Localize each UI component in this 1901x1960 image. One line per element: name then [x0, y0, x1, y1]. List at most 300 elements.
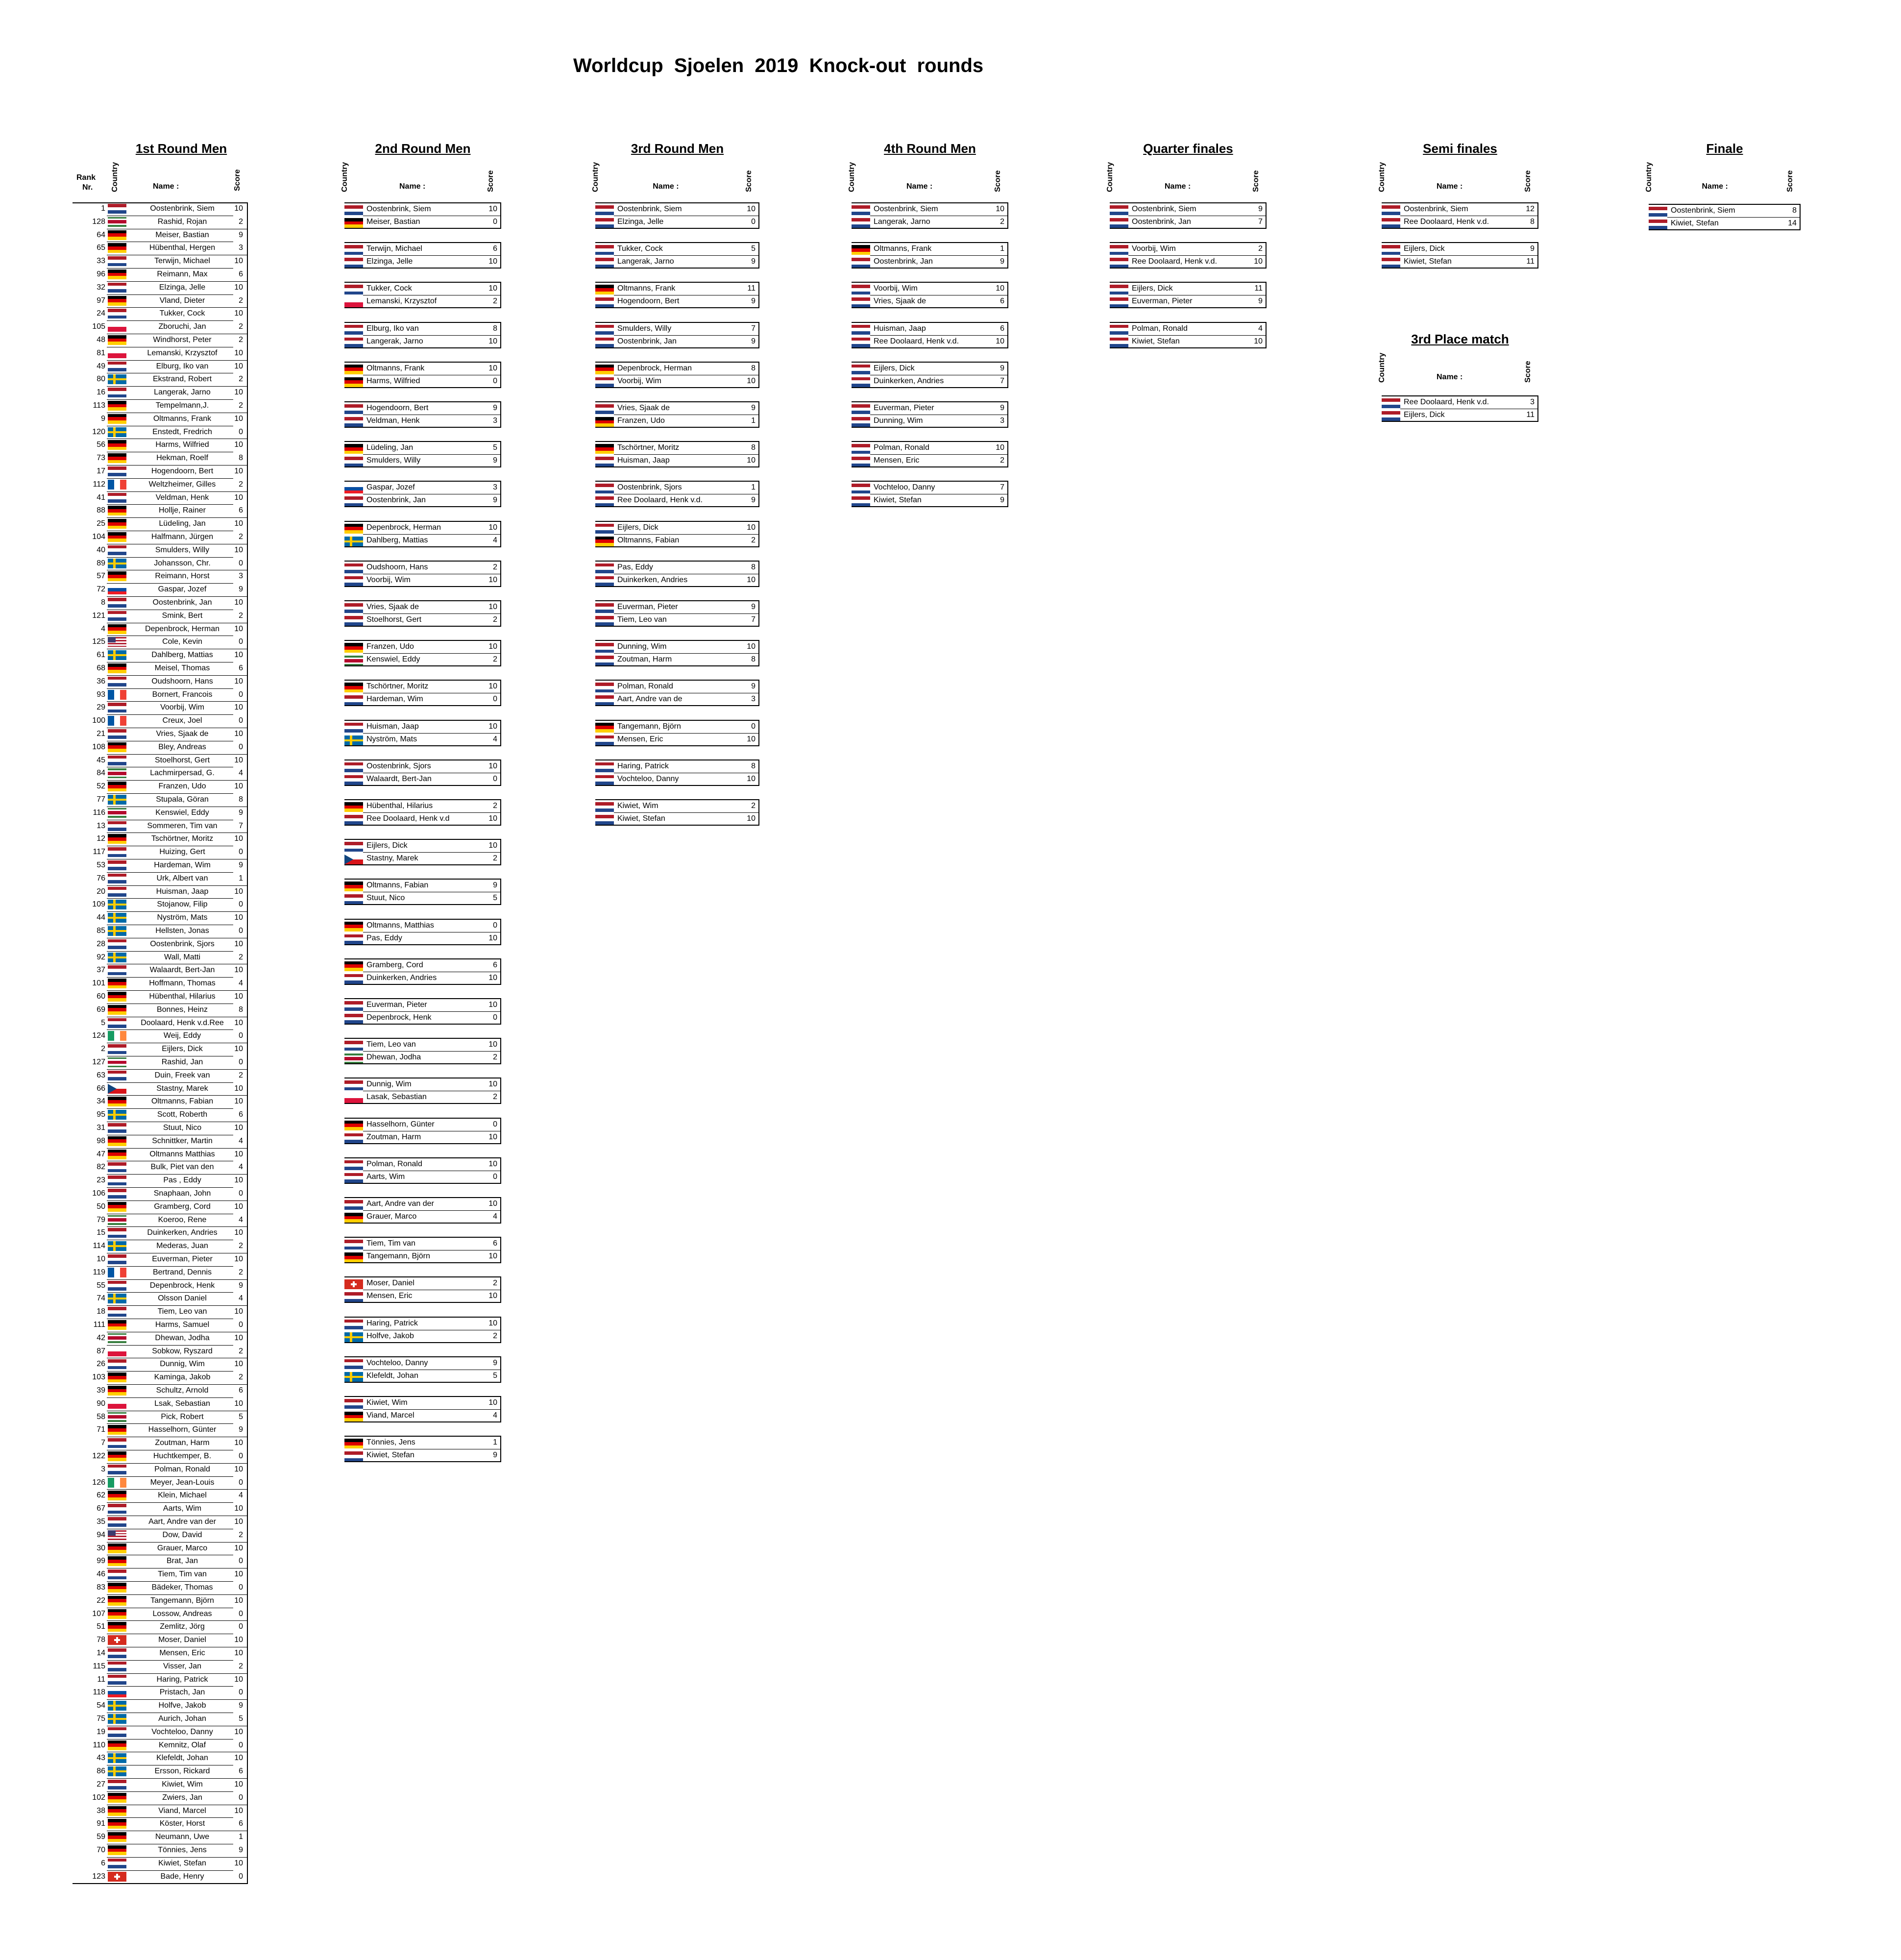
flag-ger-icon [108, 1556, 126, 1566]
rank-number: 41 [97, 493, 105, 502]
player-score: 0 [239, 690, 243, 699]
flag-ned-icon [108, 1281, 126, 1291]
player-score: 8 [751, 364, 756, 372]
player-name: Aart, Andre van der [366, 1200, 434, 1208]
player-name: Lüdeling, Jan [366, 443, 414, 452]
table-row [73, 977, 248, 990]
round3-match [595, 282, 759, 308]
player-name: Vochteloo, Danny [151, 1727, 213, 1736]
player-score: 10 [488, 682, 497, 691]
flag-ned-icon [108, 729, 126, 739]
rank-number: 111 [93, 1321, 105, 1329]
rank-number: 106 [92, 1189, 105, 1198]
player-name: Moser, Daniel [158, 1636, 206, 1644]
player-score: 0 [239, 1452, 243, 1460]
row-divider [107, 1870, 233, 1871]
flag-ger-icon [108, 506, 126, 515]
match-divider [614, 653, 758, 654]
player-name: Huisman, Jaap [874, 324, 926, 333]
player-name: Reimann, Horst [155, 572, 210, 581]
player-score: 10 [234, 1636, 243, 1644]
player-name: Stuut, Nico [366, 894, 405, 903]
player-name: Oostenbrink, Siem [874, 205, 938, 213]
rank-number: 57 [97, 572, 105, 581]
table-row [73, 1608, 248, 1621]
table-row [73, 898, 248, 911]
table-row [73, 268, 248, 281]
player-name: Vries, Sjaak de [617, 404, 670, 412]
player-name: Oostenbrink, Jan [617, 337, 677, 345]
flag-ger-icon [108, 1845, 126, 1855]
table-row [73, 1450, 248, 1463]
player-name: Smulders, Willy [155, 545, 210, 554]
player-name: Schnittker, Martin [152, 1136, 213, 1145]
score-header: Score [1524, 170, 1532, 192]
flag-ned-icon [1382, 218, 1400, 228]
round3-match [595, 481, 759, 507]
player-score: 3 [1530, 398, 1535, 406]
player-score: 0 [493, 1120, 497, 1128]
player-name: Gaspar, Jozef [366, 483, 415, 492]
player-score: 8 [493, 324, 497, 333]
player-score: 2 [493, 297, 497, 306]
player-score: 10 [747, 735, 756, 743]
match-divider [363, 733, 500, 734]
player-score: 10 [1254, 257, 1263, 266]
flag-ned-icon [852, 258, 870, 268]
player-name: Haring, Patrick [156, 1675, 208, 1684]
player-name: Dhewan, Jodha [366, 1053, 421, 1062]
player-score: 10 [488, 284, 497, 293]
flag-ned-icon [108, 611, 126, 621]
table-row [73, 426, 248, 439]
rank-number: 96 [97, 270, 105, 278]
player-name: Windhorst, Peter [153, 336, 212, 344]
player-score: 9 [1000, 257, 1004, 266]
match-divider [363, 1051, 500, 1052]
row-divider [107, 1660, 233, 1661]
round3-match [595, 799, 759, 826]
player-score: 5 [751, 245, 756, 253]
player-name: Brat, Jan [166, 1557, 198, 1566]
player-score: 2 [1000, 456, 1004, 465]
player-name: Weij, Eddy [163, 1031, 201, 1040]
player-score: 9 [1530, 245, 1535, 253]
player-score: 10 [234, 1675, 243, 1684]
player-name: Aart, Andre van der [148, 1518, 216, 1526]
flag-ned-icon [1110, 325, 1128, 335]
rank-number: 7 [101, 1439, 105, 1447]
rank-number: 59 [97, 1833, 105, 1841]
player-score: 11 [1526, 257, 1535, 266]
flag-ned-icon [852, 377, 870, 387]
rank-number: 28 [97, 939, 105, 948]
player-score: 7 [751, 615, 756, 624]
flag-ger-icon [108, 1372, 126, 1382]
player-name: Halfmann, Jürgen [151, 533, 214, 541]
quarter-match [1110, 202, 1267, 229]
player-name: Olsson Daniel [158, 1294, 207, 1303]
player-score: 10 [234, 1727, 243, 1736]
player-name: Mederas, Juan [156, 1242, 208, 1250]
flag-ger-icon [344, 961, 363, 971]
row-divider [107, 504, 233, 505]
player-score: 4 [493, 1212, 497, 1221]
round3-match [595, 521, 759, 547]
player-score: 0 [239, 1872, 243, 1881]
round2-match [344, 561, 501, 587]
table-row [73, 1411, 248, 1424]
player-score: 6 [239, 1386, 243, 1395]
quarter-match [1110, 322, 1267, 348]
player-score: 9 [493, 1451, 497, 1460]
table-row [73, 1581, 248, 1594]
rank-number: 72 [97, 585, 105, 594]
player-score: 9 [239, 1846, 243, 1854]
player-name: Huisman, Jaap [617, 456, 670, 465]
flag-ger-icon [108, 834, 126, 844]
rank-number: 115 [93, 1662, 105, 1670]
flag-ned-icon [108, 1859, 126, 1868]
player-name: Depenbrock, Herman [366, 523, 441, 532]
player-score: 10 [234, 703, 243, 712]
rank-number: 14 [97, 1649, 105, 1657]
match-divider [870, 255, 1007, 256]
table-row [73, 872, 248, 885]
flag-ger-icon [108, 414, 126, 424]
flag-ned-icon [108, 1018, 126, 1028]
rank-number: 47 [97, 1150, 105, 1158]
table-row [73, 544, 248, 557]
round3-match [595, 242, 759, 269]
flag-ned-icon [344, 1001, 363, 1011]
rank-number: 119 [93, 1268, 105, 1276]
player-score: 2 [239, 1347, 243, 1355]
flag-ger-icon [108, 453, 126, 463]
player-name: Polman, Ronald [366, 1159, 422, 1168]
player-score: 1 [751, 483, 756, 492]
round2-match [344, 1237, 501, 1263]
flag-ned-icon [108, 1727, 126, 1737]
table-row [73, 1069, 248, 1082]
name-header: Name : [1165, 182, 1191, 191]
flag-ned-icon [108, 887, 126, 897]
rank-number: 80 [97, 375, 105, 384]
player-score: 9 [1000, 404, 1004, 412]
player-name: Vochteloo, Danny [366, 1358, 428, 1367]
flag-ger-icon [108, 335, 126, 345]
table-row [73, 1686, 248, 1699]
rank-number: 103 [92, 1373, 105, 1382]
row-divider [107, 701, 248, 702]
player-name: Scott, Roberth [157, 1110, 208, 1119]
flag-ned-icon [108, 256, 126, 266]
player-score: 0 [239, 1557, 243, 1566]
row-divider [107, 386, 248, 387]
player-score: 4 [493, 1411, 497, 1420]
flag-ned-icon [344, 974, 363, 984]
player-name: Voorbij, Wim [874, 284, 918, 293]
flag-ger-icon [344, 444, 363, 454]
flag-swe-icon [108, 559, 126, 568]
country-header: Country [1645, 162, 1653, 192]
player-score: 9 [1000, 496, 1004, 505]
flag-ned-icon [1649, 207, 1667, 217]
table-row [73, 1660, 248, 1673]
flag-ger-icon [344, 1439, 363, 1448]
player-score: 10 [234, 388, 243, 397]
row-divider [107, 793, 233, 794]
player-name: Lüdeling, Jan [159, 519, 206, 528]
match-divider [1128, 255, 1266, 256]
table-row [73, 1857, 248, 1870]
player-name: Hübenthal, Hilarius [366, 802, 433, 810]
table-row [73, 820, 248, 833]
row-divider [107, 675, 248, 676]
rank-number: 40 [97, 545, 105, 554]
table-row [73, 951, 248, 964]
round2-title: 2nd Round Men [375, 141, 471, 156]
rank-number: 18 [97, 1307, 105, 1316]
flag-svk-icon [108, 585, 126, 594]
player-score: 9 [493, 1358, 497, 1367]
rank-number: 45 [97, 756, 105, 764]
player-score: 0 [493, 774, 497, 783]
player-score: 10 [234, 309, 243, 318]
score-header: Score [487, 170, 495, 192]
row-divider [107, 399, 233, 400]
rank-number: 126 [92, 1478, 105, 1487]
flag-ger-icon [108, 1832, 126, 1842]
player-score: 10 [488, 603, 497, 611]
player-name: Tangemann, Björn [150, 1596, 214, 1605]
flag-swe-icon [108, 1766, 126, 1776]
player-score: 10 [488, 1001, 497, 1009]
rank-number: 86 [97, 1767, 105, 1776]
round4-match [852, 362, 1008, 388]
round4-match [852, 282, 1008, 308]
player-score: 0 [493, 376, 497, 385]
player-score: 10 [234, 887, 243, 896]
row-divider [107, 1739, 233, 1740]
row-divider [107, 1502, 233, 1503]
match-divider [614, 335, 758, 336]
player-name: Aarts, Wim [366, 1172, 405, 1181]
round4-match [852, 441, 1008, 467]
row-divider [107, 1397, 233, 1398]
row-divider [107, 1069, 248, 1070]
flag-swe-icon [108, 913, 126, 923]
rank-number: 52 [97, 782, 105, 791]
player-score: 2 [239, 1071, 243, 1079]
table-row [73, 1765, 248, 1778]
player-score: 0 [493, 695, 497, 704]
player-name: Euverman, Pieter [1132, 297, 1193, 306]
name-header: Name : [1437, 373, 1463, 381]
table-row [73, 728, 248, 741]
player-score: 9 [751, 257, 756, 266]
player-name: Elzinga, Jelle [366, 257, 413, 266]
table-row [73, 399, 248, 413]
table-row [73, 1371, 248, 1384]
flag-ned-icon [595, 802, 614, 812]
table-row [73, 1082, 248, 1096]
round3-match [595, 680, 759, 706]
player-score: 5 [239, 1412, 243, 1421]
table-row [73, 294, 248, 308]
player-score: 9 [239, 1425, 243, 1434]
player-name: Stoelhorst, Gert [366, 615, 422, 624]
player-name: Stoelhorst, Gert [154, 756, 210, 764]
table-row [73, 1542, 248, 1555]
player-score: 9 [493, 881, 497, 890]
rank-number: 51 [97, 1622, 105, 1631]
flag-ned-icon [344, 404, 363, 414]
flag-irl-icon [108, 1031, 126, 1041]
round2-match [344, 1276, 501, 1303]
row-divider [107, 1699, 248, 1700]
flag-ned-icon [595, 205, 614, 215]
player-name: Langerak, Jarno [617, 257, 674, 266]
round3-match [595, 561, 759, 587]
player-score: 2 [239, 480, 243, 489]
flag-ned-icon [595, 377, 614, 387]
flag-ned-icon [1649, 220, 1667, 229]
flag-ger-icon [595, 444, 614, 454]
flag-ned-icon [344, 934, 363, 944]
table-row [73, 1516, 248, 1529]
player-name: Oltmanns Matthias [149, 1150, 215, 1158]
player-score: 10 [234, 283, 243, 292]
flag-fra-icon [108, 480, 126, 490]
flag-ned-icon [595, 404, 614, 414]
round2-match [344, 600, 501, 627]
player-name: Ree Doolaard, Henk v.d [366, 814, 450, 823]
match-divider [1667, 217, 1800, 218]
player-name: Oltmanns, Frank [366, 364, 425, 372]
rank-number: 87 [97, 1347, 105, 1355]
row-divider [107, 951, 233, 952]
flag-ger-icon [108, 1136, 126, 1146]
rank-number: 39 [97, 1386, 105, 1395]
flag-svk-icon [108, 1688, 126, 1697]
player-score: 10 [488, 841, 497, 850]
row-divider [107, 1423, 233, 1424]
table-row [73, 1594, 248, 1608]
player-score: 10 [234, 1465, 243, 1473]
player-name: Visser, Jan [163, 1662, 201, 1670]
table-row [73, 413, 248, 426]
player-name: Creux, Joel [162, 716, 202, 725]
player-score: 2 [493, 1053, 497, 1062]
round3-match [595, 720, 759, 746]
table-row [73, 216, 248, 229]
flag-ned-icon [344, 1451, 363, 1461]
round3-match [595, 441, 759, 467]
player-score: 0 [493, 1013, 497, 1022]
player-name: Duinkerken, Andries [147, 1228, 218, 1237]
player-name: Meisel, Thomas [154, 664, 210, 672]
table-row [73, 1726, 248, 1739]
player-score: 10 [234, 1333, 243, 1342]
player-name: Franzen, Udo [366, 642, 414, 651]
flag-ned-icon [108, 821, 126, 831]
round2-match [344, 1157, 501, 1184]
player-name: Hogendoorn, Bert [617, 297, 680, 306]
player-score: 3 [1000, 416, 1004, 425]
player-score: 0 [239, 1189, 243, 1198]
flag-ger-icon [108, 1819, 126, 1829]
flag-ned-icon [344, 1173, 363, 1183]
player-score: 0 [239, 848, 243, 857]
rank-number: 9 [101, 414, 105, 423]
flag-ger-icon [852, 245, 870, 255]
flag-swe-icon [108, 1714, 126, 1724]
player-score: 10 [234, 598, 243, 607]
flag-ned-icon [344, 1292, 363, 1302]
flag-ger-icon [108, 270, 126, 279]
rank-number: 97 [97, 296, 105, 305]
rank-number: 95 [97, 1110, 105, 1119]
flag-ned-icon [595, 338, 614, 347]
player-name: Hekman, Roelf [156, 454, 208, 463]
flag-ned-icon [595, 683, 614, 692]
player-name: Bulk, Piet van den [150, 1163, 214, 1172]
flag-sur-icon [108, 1412, 126, 1422]
player-score: 0 [239, 1321, 243, 1329]
flag-ned-icon [595, 218, 614, 228]
player-name: Kiwiet, Stefan [1404, 257, 1452, 266]
flag-swe-icon [108, 374, 126, 384]
player-name: Oostenbrink, Siem [617, 205, 682, 213]
round4-match [852, 242, 1008, 269]
player-score: 6 [493, 245, 497, 253]
player-score: 0 [239, 716, 243, 725]
match-divider [363, 534, 500, 535]
table-row [73, 859, 248, 872]
player-score: 2 [239, 533, 243, 541]
table-row [73, 662, 248, 675]
table-row [73, 911, 248, 925]
row-divider [107, 977, 233, 978]
rank-number: 92 [97, 953, 105, 961]
player-score: 8 [239, 1005, 243, 1014]
flag-usa-icon [108, 1530, 126, 1540]
finale-title: Finale [1706, 141, 1743, 156]
flag-ned-icon [852, 496, 870, 506]
flag-sur-icon [108, 1057, 126, 1067]
table-row [73, 360, 248, 373]
player-name: Franzen, Udo [617, 416, 665, 425]
table-row [73, 1713, 248, 1726]
player-name: Hoffmann, Thomas [149, 979, 216, 988]
round2-match [344, 1317, 501, 1343]
table-row [73, 741, 248, 754]
player-score: 0 [239, 900, 243, 909]
flag-ned-icon [1382, 205, 1400, 215]
player-score: 3 [239, 572, 243, 581]
player-name: Tiem, Tim van [158, 1570, 207, 1579]
round4-match [852, 481, 1008, 507]
player-name: Viand, Marcel [158, 1806, 206, 1815]
flag-ger-icon [108, 979, 126, 988]
round2-match [344, 879, 501, 905]
flag-fra-icon [108, 716, 126, 726]
rank-number: 128 [92, 217, 105, 226]
row-divider [107, 1857, 248, 1858]
round2-match [344, 1118, 501, 1144]
rank-number: 69 [97, 1005, 105, 1014]
